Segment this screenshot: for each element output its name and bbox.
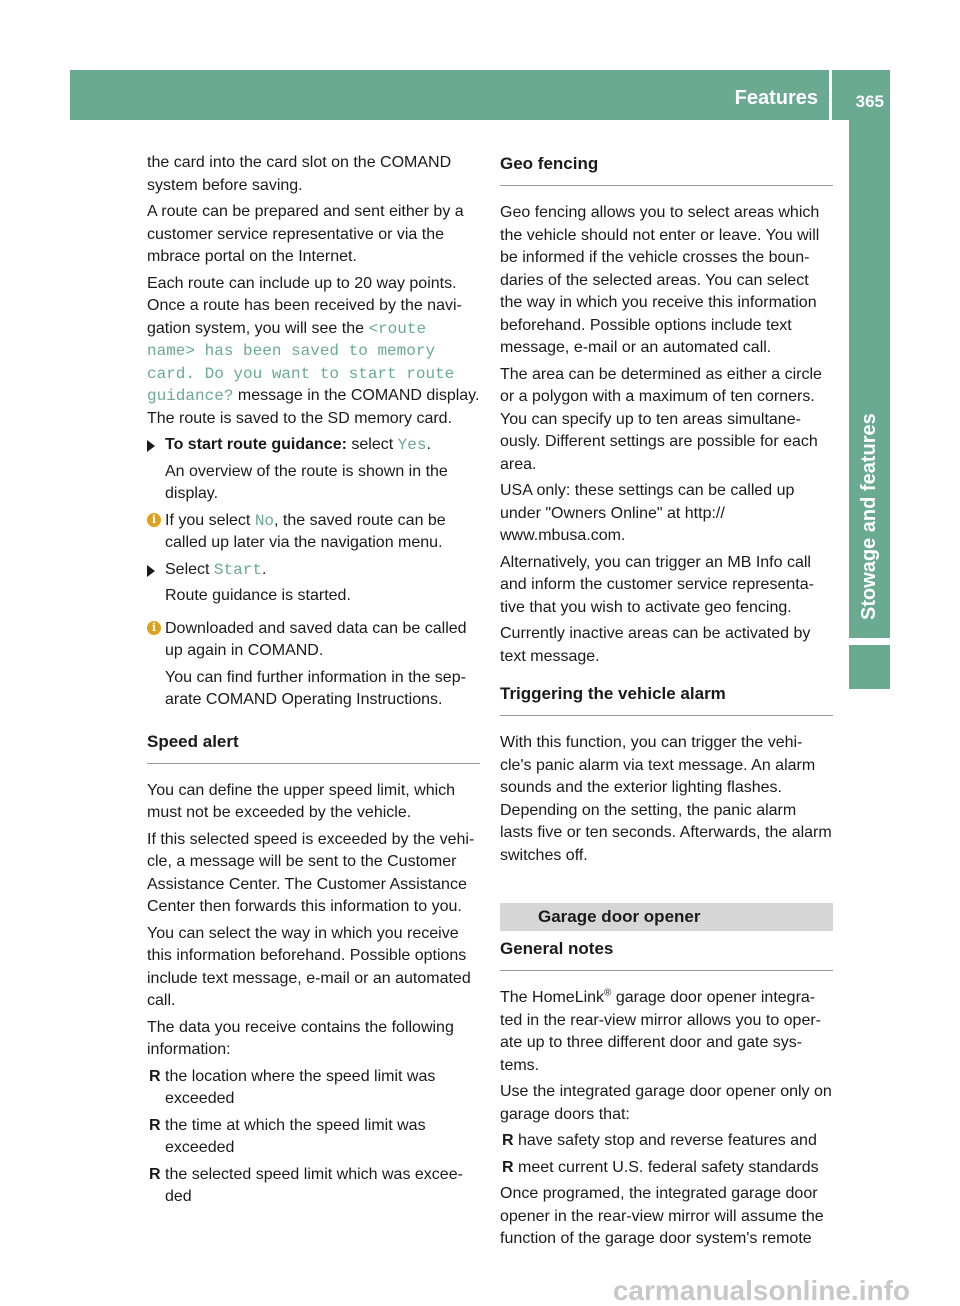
list-item: R the time at which the speed limit was exceeded [149,1116,426,1156]
paragraph: The data you receive contains the following information: [147,1018,454,1058]
paragraph: A route can be prepared and sent either by a customer service representative or via the mbrace portal on the Internet. [147,203,464,265]
paragraph: You can select the way in which you receive this information beforehand. Possible options include text message, e-mail or an automated call. [147,924,471,1009]
paragraph: Alternatively, you can trigger an MB Info call and inform the customer service representa- tive that you wish to activate geo fencing. [500,553,814,616]
info-note: i Downloaded and saved data can be called up again in COMAND. You can find further information in the sep- arate COMAND Operating Instructions. [147,618,480,712]
paragraph: The area can be determined as either a circle or a polygon with a maximum of ten corners. You can specify up to ten areas simultane- ously. Different settings are possible for each area. [500,365,822,473]
info-icon: i [147,621,161,635]
header-title: Features [734,87,818,109]
paragraph: With this function, you can trigger the vehi- cle's panic alarm via text message. An alarm sounds and the exterior lighting flashes. Depending on the setting, the panic alarm lasts five or ten seconds. Afterwards, the alarm switches off. [500,734,832,864]
paragraph: If this selected speed is exceeded by the vehi- cle, a message will be sent to the Customer Assistance Center. The Customer Assistance Center then forwards this information to you. [147,830,475,915]
header-divider [829,70,832,120]
paragraph: The HomeLink® garage door opener integra- ted in the rear-view mirror allows you to oper- ate up to three different door and gate sys- tems. [500,987,822,1074]
right-column [500,152,833,1255]
paragraph: Once programed, the integrated garage door opener in the rear-view mirror will assume the function of the garage door system's remote [500,1185,824,1247]
info-icon: i [147,513,161,527]
heading-speed-alert: Speed alert [147,731,239,751]
paragraph: Use the integrated garage door opener only on garage doors that: [500,1083,832,1123]
list-item: R have safety stop and reverse features and [502,1132,817,1149]
step-start-route-guidance: To start route guidance: select Yes. An overview of the route is shown in the display. [147,434,480,506]
section-garage-door-opener: Garage door opener [500,903,833,931]
paragraph: USA only: these settings can be called up under "Owners Online" at http:// www.mbusa.com. [500,482,795,544]
page-header [70,70,890,120]
left-column [147,152,480,1213]
list-item: R the selected speed limit which was excee- ded [149,1165,463,1205]
step-select-start: Select Start. Route guidance is started. [147,559,480,608]
heading-general-notes: General notes [500,939,614,958]
menu-item-no: No [254,511,275,530]
heading-rule [147,763,480,764]
menu-item-start: Start [213,560,262,579]
side-tab-marker [849,645,890,689]
paragraph: You can define the upper speed limit, which must not be exceeded by the vehicle. [147,781,456,821]
paragraph: Each route can include up to 20 way points. Once a route has been received by the navi- gation system, you will see the <route name> has been saved to memory card. Do you want to start route guidance? message in the COMAND display. The route is saved to the SD memory card. [147,274,480,427]
paragraph: Currently inactive areas can be activated by text message. [500,625,811,665]
list-item: R meet current U.S. federal safety standards [502,1158,819,1176]
step-result: An overview of the route is shown in the display. [165,462,448,502]
paragraph: the card into the card slot on the COMAND system before saving. [147,154,452,194]
step-result: Route guidance is started. [165,587,351,604]
watermark: carmanualsonline.info [612,1274,910,1306]
menu-item-yes: Yes [397,436,427,454]
heading-rule [500,185,833,186]
heading-geo-fencing: Geo fencing [500,154,599,173]
page-number: 365 [855,92,884,111]
display-message: <route name> has been saved to memory card. Do you want to start route guidance? [147,319,455,405]
heading-rule [500,715,833,716]
step-arrow-icon [147,565,155,577]
paragraph: Geo fencing allows you to select areas which the vehicle should not enter or leave. You will be informed if the vehicle crosses the boun- daries of the selected areas. You can select the way in which you receive this information beforehand. Possible options include text message, e-mail or an automated call. [500,204,820,356]
info-note: i If you select No, the saved route can be called up later via the navigation menu. [147,510,480,555]
heading-vehicle-alarm: Triggering the vehicle alarm [500,684,726,703]
step-arrow-icon [147,440,155,452]
heading-rule [500,970,833,971]
list-item: R the location where the speed limit was exceeded [149,1067,436,1107]
side-tab-label: Stowage and features [858,413,880,620]
